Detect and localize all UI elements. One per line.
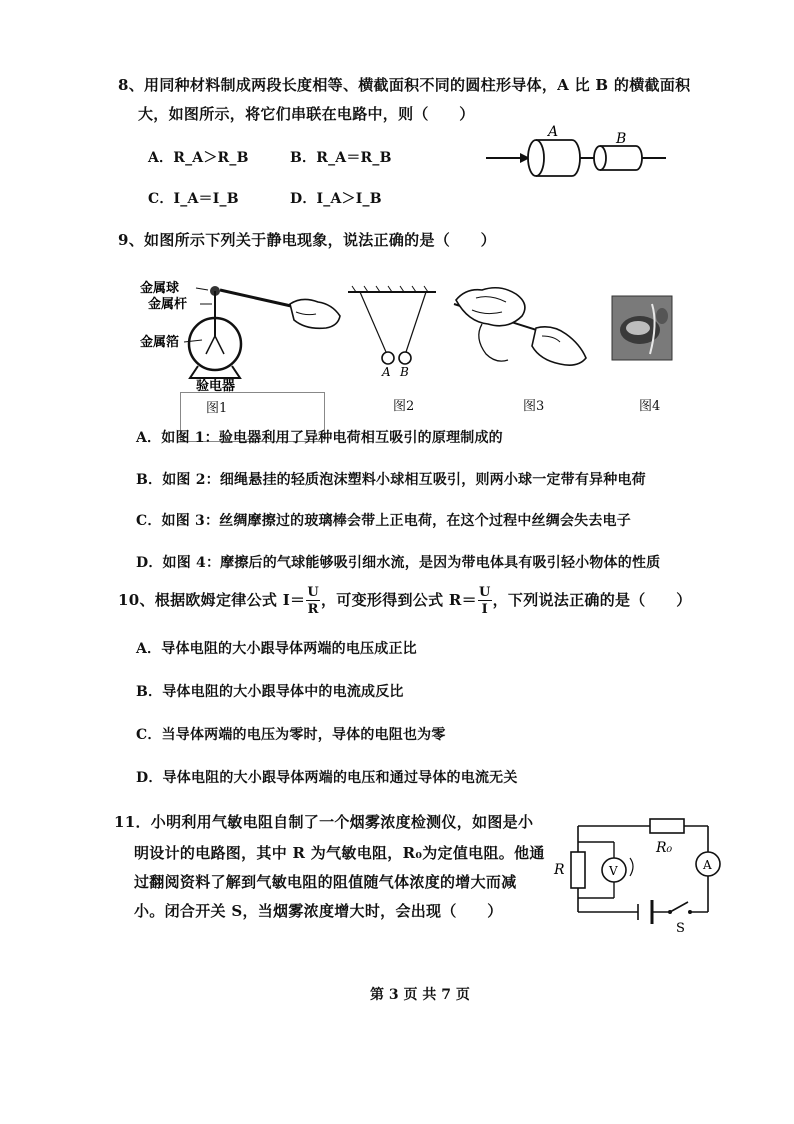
q10-stem-middle: ，可变形得到公式 R＝	[320, 591, 477, 609]
fig2-label-a: A	[382, 365, 391, 379]
q8-option-c: C．I_A＝I_B	[148, 191, 239, 207]
q11-line2: 明设计的电路图，其中 R 为气敏电阻，R₀为定值电阻。他通	[134, 844, 545, 862]
q8-option-d: D．I_A＞I_B	[290, 191, 382, 207]
fig1-label-rod: 金属杆	[148, 297, 188, 312]
q8-cylinders-figure	[486, 124, 671, 184]
q10-option-a: A．导体电阻的大小跟导体两端的电压成正比	[136, 641, 417, 657]
q8-option-a: A．R_A＞R_B	[148, 150, 249, 166]
q11-circuit-diagram	[552, 812, 722, 936]
q9-option-b: B．如图 2：细绳悬挂的轻质泡沫塑料小球相互吸引，则两小球一定带有异种电荷	[136, 472, 646, 488]
q9-option-c: C．如图 3：丝绸摩擦过的玻璃棒会带上正电荷，在这个过程中丝绸会失去电子	[136, 513, 631, 529]
fig1-label-device: 验电器	[196, 379, 236, 394]
circuit-label-s: S	[676, 921, 685, 936]
page-number: 第 3 页 共 7 页	[370, 987, 470, 1003]
fig3-caption: 图3	[523, 399, 545, 414]
q11-line3: 过翻阅资料了解到气敏电阻的阻值随气体浓度的增大而减	[134, 873, 517, 891]
q8-label-a: A	[548, 124, 559, 140]
q10-stem-suffix: ，下列说法正确的是（ ）	[492, 591, 692, 609]
circuit-label-r: R	[554, 862, 565, 878]
q9-fig2-hanging-balls	[348, 286, 438, 378]
fig1-label-ball: 金属球	[140, 281, 180, 296]
circuit-label-a: A	[703, 858, 712, 872]
q9-option-a: A．如图 1：验电器利用了异种电荷相互吸引的原理制成的	[136, 430, 503, 446]
q11-line1: 11．小明利用气敏电阻自制了一个烟雾浓度检测仪，如图是小	[114, 813, 534, 831]
fig1-caption: 图1	[206, 401, 228, 416]
q10-option-b: B．导体电阻的大小跟导体中的电流成反比	[136, 684, 404, 700]
fig4-caption: 图4	[639, 399, 661, 414]
fig2-caption: 图2	[393, 399, 415, 414]
q8-stem-line1: 8、用同种材料制成两段长度相等、横截面积不同的圆柱形导体，A 比 B 的横截面积	[118, 76, 691, 94]
q10-fraction-1: $\frac{U}{R}$	[307, 585, 319, 617]
circuit-label-r0: R₀	[656, 840, 673, 856]
fig2-label-b: B	[400, 365, 409, 379]
q9-fig1-electroscope	[140, 278, 350, 396]
q9-fig4-photo	[612, 296, 672, 360]
q10-stem	[118, 586, 692, 616]
q8-stem-line2: 大，如图所示，将它们串联在电路中，则（ ）	[138, 105, 475, 123]
q9-fig3-rubbing-rod	[452, 280, 592, 372]
q10-stem-prefix: 10、根据欧姆定律公式 I＝	[118, 591, 306, 609]
q10-option-d: D．导体电阻的大小跟导体两端的电压和通过导体的电流无关	[136, 770, 518, 786]
q10-option-c: C．当导体两端的电压为零时，导体的电阻也为零	[136, 727, 446, 743]
circuit-label-v: V	[609, 864, 618, 878]
fig1-label-foil: 金属箔	[140, 335, 180, 350]
q8-label-b: B	[616, 131, 627, 147]
q11-line4: 小。闭合开关 S，当烟雾浓度增大时，会出现（ ）	[134, 902, 503, 920]
q9-option-d: D．如图 4：摩擦后的气球能够吸引细水流，是因为带电体具有吸引轻小物体的性质	[136, 555, 661, 571]
q9-stem: 9、如图所示下列关于静电现象，说法正确的是（ ）	[118, 231, 496, 249]
q8-option-b: B．R_A＝R_B	[290, 150, 392, 166]
q10-fraction-2: $\frac{U}{I}$	[478, 585, 491, 617]
